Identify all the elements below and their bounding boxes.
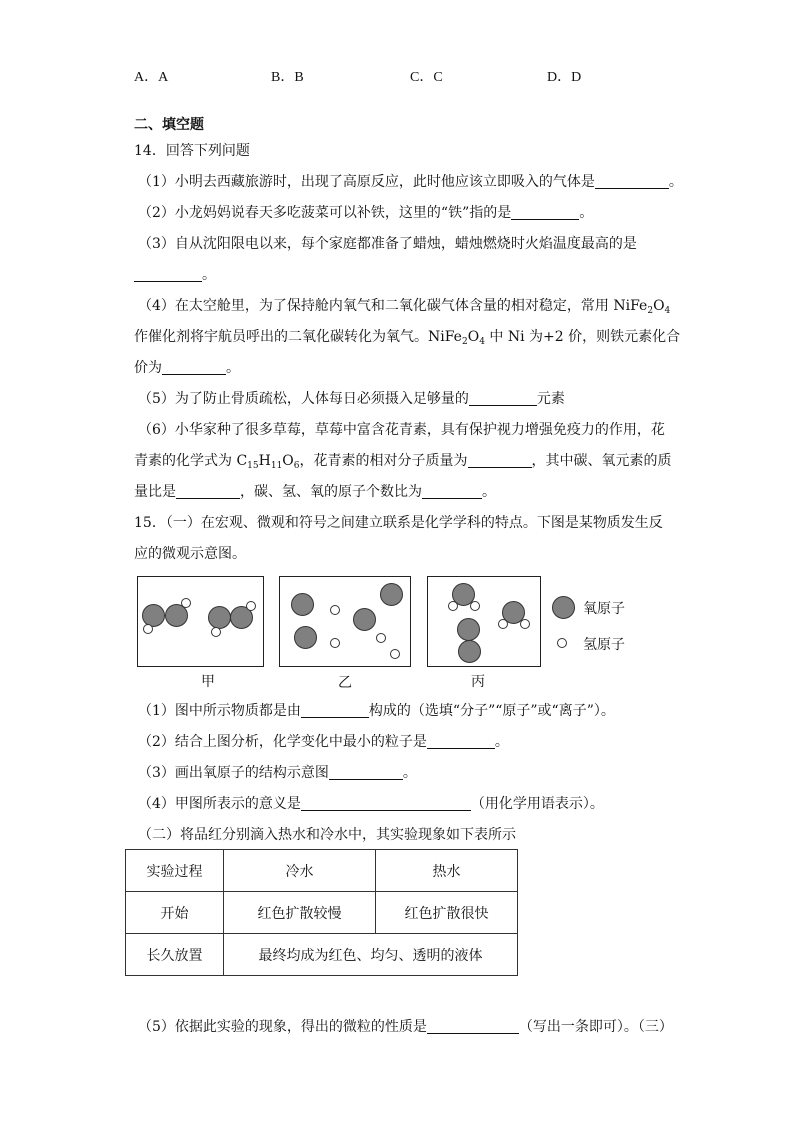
experiment-table: [125, 849, 518, 976]
answer-blank[interactable]: [427, 734, 495, 749]
oxygen-atom: [291, 593, 314, 616]
q14-stem: 14．回答下列问题: [134, 143, 250, 159]
table-cell: 红色扩散较慢: [224, 892, 376, 934]
answer-blank[interactable]: [595, 174, 669, 189]
hydrogen-atom: [470, 601, 480, 611]
choice-d: D．D: [547, 70, 582, 85]
table-row: [126, 892, 518, 934]
table-row: [126, 934, 518, 976]
oxygen-atom: [294, 626, 317, 649]
q14-part1: （1）小明去西藏旅游时，出现了高原反应，此时他应该立即吸入的气体是 。: [138, 174, 683, 190]
hydrogen-atom: [181, 598, 191, 608]
q14-part3: （3）自从沈阳限电以来，每个家庭都准备了蜡烛，蜡烛燃烧时火焰温度最高的是: [138, 236, 637, 252]
answer-blank[interactable]: [469, 391, 537, 406]
table-cell: 长久放置: [126, 934, 224, 976]
figure-label-jia: 甲: [201, 674, 215, 690]
table-header-cell: 热水: [376, 850, 518, 892]
table-row: [126, 850, 518, 892]
q14-part6: （6）小华家种了很多草莓，草莓中富含花青素，具有保护视力增强免疫力的作用，花: [138, 422, 665, 438]
table-cell: 开始: [126, 892, 224, 934]
figure-box-jia: [137, 576, 264, 667]
q14-part4: （4）在太空舱里，为了保持舱内氧气和二氧化碳气体含量的相对稳定，常用 $NiFe_2O_4$: [138, 298, 671, 316]
oxygen-atom: [353, 608, 376, 631]
oxygen-atom: [380, 583, 403, 606]
table-cell: 红色扩散很快: [376, 892, 518, 934]
answer-blank[interactable]: [176, 484, 240, 499]
figure-box-yi: [279, 576, 411, 667]
figure-label-bing: 丙: [471, 674, 485, 690]
q15-part2: （2）结合上图分析，化学变化中最小的粒子是 。: [138, 734, 509, 750]
q15-part1: （1）图中所示物质都是由 构成的（选填“分子”“原子”或“离子”）。: [138, 703, 615, 719]
q14-part4-cont: 作催化剂将宇航员呼出的二氧化碳转化为氧气。$NiFe_2O_4$ 中 Ni 为+2 价，则铁元素化合: [134, 329, 681, 347]
oxygen-atom: [457, 618, 480, 641]
hydrogen-atom: [330, 638, 340, 648]
q14-part6-cont: 青素的化学式为 $C_{15}H_{11}O_6$，花青素的相对分子质量为 ，其中碳、氧元素的质: [134, 453, 672, 471]
table-header-cell: 实验过程: [126, 850, 224, 892]
answer-blank[interactable]: [422, 484, 482, 499]
section-title: 二、填空题: [134, 117, 204, 133]
q14-part4-cont2: 价为 。: [134, 360, 240, 376]
choice-a: A．A: [134, 70, 169, 85]
choice-b: B．B: [271, 70, 304, 85]
table-header-cell: 冷水: [224, 850, 376, 892]
q14-part5: （5）为了防止骨质疏松，人体每日必须摄入足够量的 元素: [138, 391, 565, 407]
q15-part3: （3）画出氧原子的结构示意图 。: [138, 765, 417, 781]
hydrogen-atom: [330, 605, 340, 615]
oxygen-atom: [208, 606, 231, 629]
hydrogen-atom: [211, 627, 221, 637]
hydrogen-atom: [498, 619, 508, 629]
legend-hydrogen-icon: [557, 638, 567, 648]
table-cell-merged: 最终均成为红色、均匀、透明的液体: [224, 934, 518, 976]
answer-blank[interactable]: [468, 453, 532, 468]
legend-oxygen-label: 氧原子: [583, 601, 625, 617]
figure-label-yi: 乙: [338, 675, 352, 691]
q15-stem-cont: 应的微观示意图。: [134, 546, 246, 562]
hydrogen-atom: [390, 649, 400, 659]
hydrogen-atom: [246, 601, 256, 611]
hydrogen-atom: [143, 624, 153, 634]
legend-oxygen-icon: [552, 596, 575, 619]
answer-blank[interactable]: [511, 205, 579, 220]
legend-hydrogen-label: 氢原子: [583, 637, 625, 653]
answer-choices: [134, 66, 654, 86]
q14-part3-cont: 。: [134, 265, 216, 285]
answer-blank[interactable]: [427, 1019, 519, 1034]
q15-part4: （4）甲图所表示的意义是 （用化学用语表示）。: [138, 796, 604, 812]
q15-part5: （5）依据此实验的现象，得出的微粒的性质是 （写出一条即可）。（三）: [138, 1019, 673, 1035]
answer-blank[interactable]: [329, 765, 403, 780]
answer-blank[interactable]: [134, 267, 202, 282]
q15-stem: 15．（一）在宏观、微观和符号之间建立联系是化学学科的特点。下图是某物质发生反: [134, 515, 663, 531]
answer-blank[interactable]: [301, 703, 369, 718]
answer-blank[interactable]: [301, 796, 471, 811]
answer-blank[interactable]: [162, 360, 226, 375]
hydrogen-atom: [520, 619, 530, 629]
choice-c: C．C: [410, 70, 443, 85]
hydrogen-atom: [448, 601, 458, 611]
q15-part2-intro: （二）将品红分别滴入热水和冷水中，其实验现象如下表所示: [138, 827, 516, 843]
q14-part2: （2）小龙妈妈说春天多吃菠菜可以补铁，这里的“铁”指的是 。: [138, 205, 594, 221]
figure-box-bing: [427, 576, 541, 667]
oxygen-atom: [458, 640, 481, 663]
q14-part6-cont2: 量比是 ，碳、氢、氧的原子个数比为 。: [134, 484, 496, 500]
hydrogen-atom: [376, 633, 386, 643]
